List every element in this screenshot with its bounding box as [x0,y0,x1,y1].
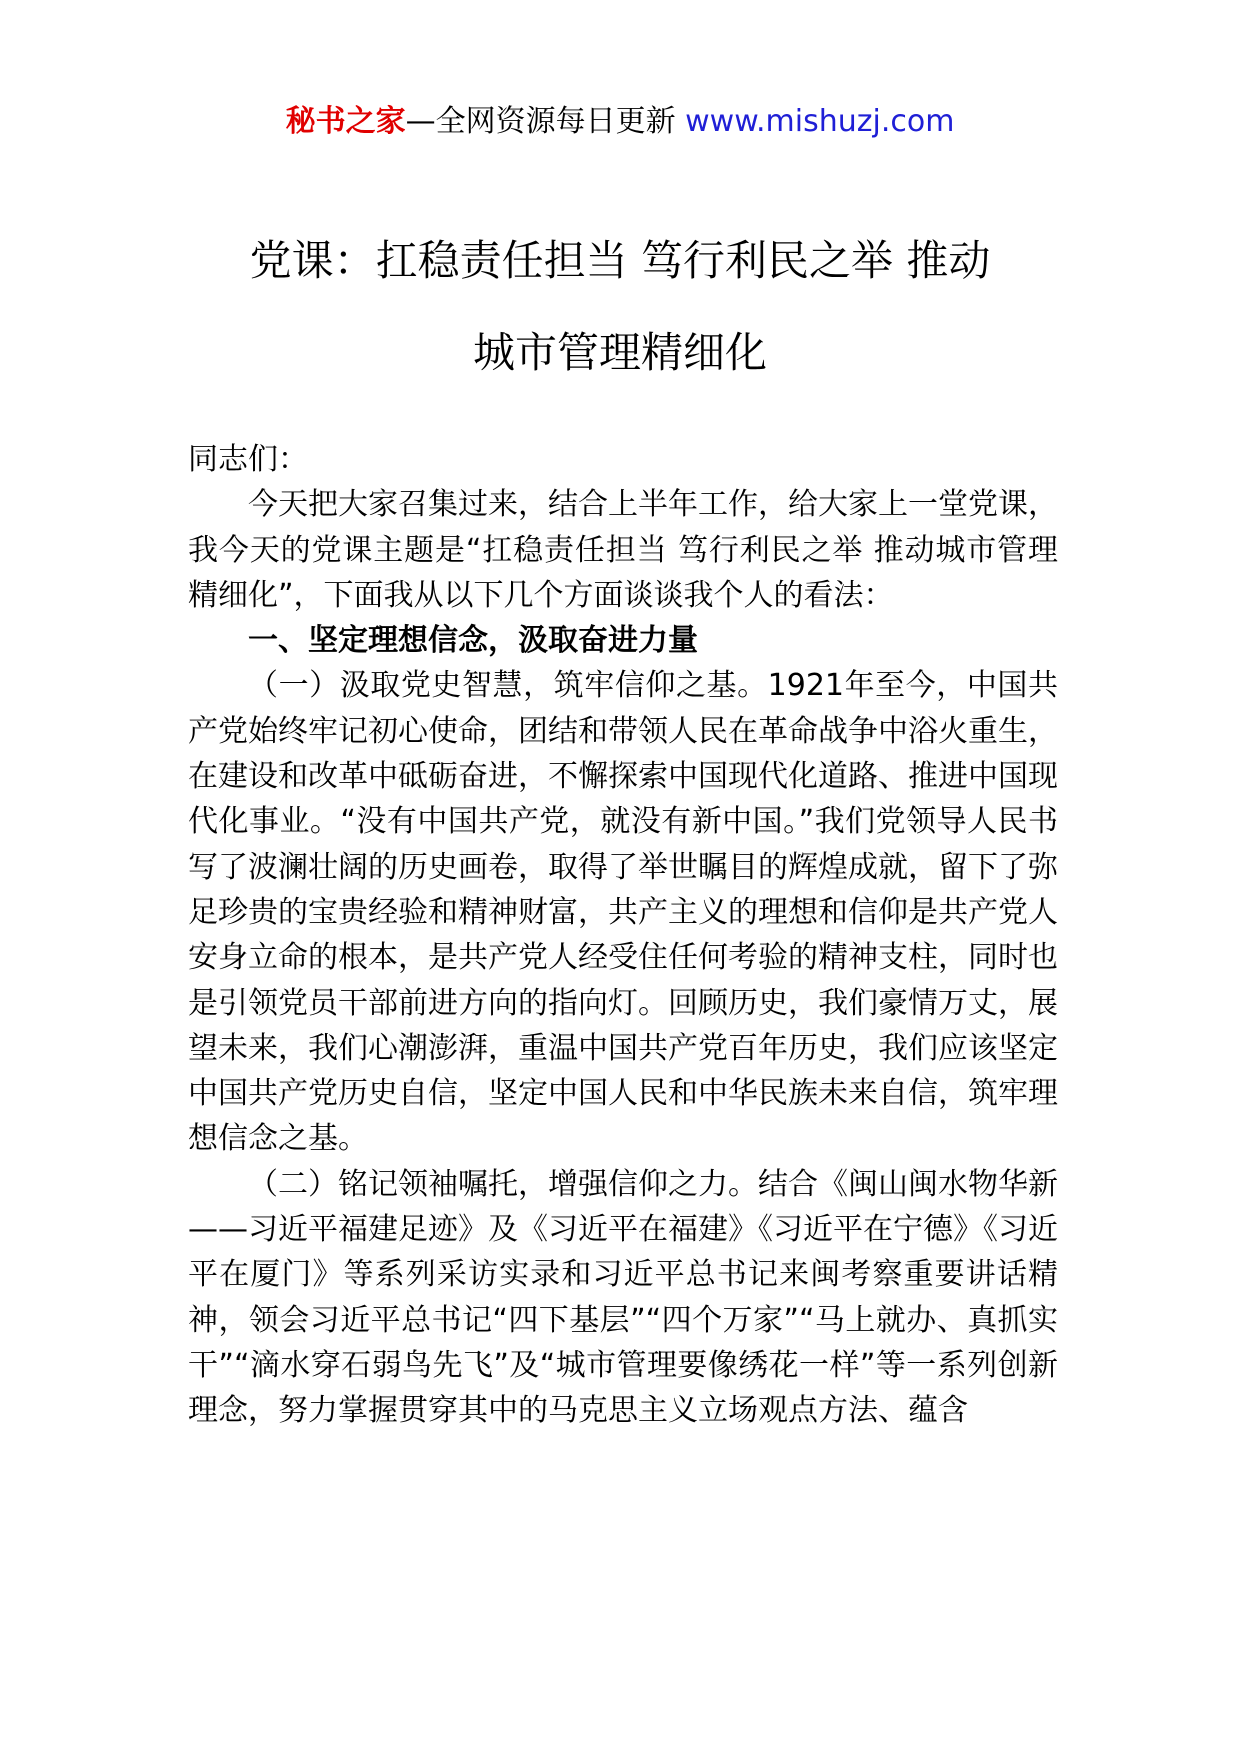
paragraph-2: （二）铭记领袖嘱托，增强信仰之力。结合《闽山闽水物华新——习近平福建足迹》及《习近平在福建》《习近平在宁德》《习近平在厦门》等系列采访实录和习近平总书记来闽考察重要讲话精神，领会习近平总书记“四下基层”“四个万家”“马上就办、真抓实干”“滴水穿石弱鸟先飞”及“城市管理要像绣花一样”等一系列创新理念，努力掌握贯穿其中的马克思主义立场观点方法、蕴含 [188,1166,1058,1429]
document-body [188,437,1058,1434]
title-line-1: 党课：扛稳责任担当 笃行利民之举 推动 [249,236,991,285]
site-header [0,100,1240,144]
salutation: 同志们： [188,442,308,477]
site-url[interactable]: www.mishuzj.com [685,104,955,139]
header-tagline: —全网资源每日更新 [405,104,676,139]
brand-name: 秘书之家 [285,104,406,139]
paragraph-1: （一）汲取党史智慧，筑牢信仰之基。1921年至今，中国共产党始终牢记初心使命，团结和带领人民在革命战争中浴火重生，在建设和改革中砥砺奋进，不懈探索中国现代化道路、推进中国现代化事业。“没有中国共产党，就没有新中国。”我们党领导人民书写了波澜壮阔的历史画卷，取得了举世瞩目的辉煌成就，留下了弥足珍贵的宝贵经验和精神财富，共产主义的理想和信仰是共产党人安身立命的根本，是共产党人经受住任何考验的精神支柱，同时也是引领党员干部前进方向的指向灯。回顾历史，我们豪情万丈，展望未来，我们心潮澎湃，重温中国共产党百年历史，我们应该坚定中国共产党历史自信，坚定中国人民和中华民族未来自信，筑牢理想信念之基。 [188,668,1058,1157]
section-heading: 一、坚定理想信念，汲取奋进力量 [248,623,698,659]
title-line-2: 城市管理精细化 [472,328,767,377]
intro-paragraph: 今天把大家召集过来，结合上半年工作，给大家上一堂党课，我今天的党课主题是“扛稳责任担当 笃行利民之举 推动城市管理精细化”，下面我从以下几个方面谈谈我个人的看法： [188,487,1058,613]
document-title [0,215,1240,399]
